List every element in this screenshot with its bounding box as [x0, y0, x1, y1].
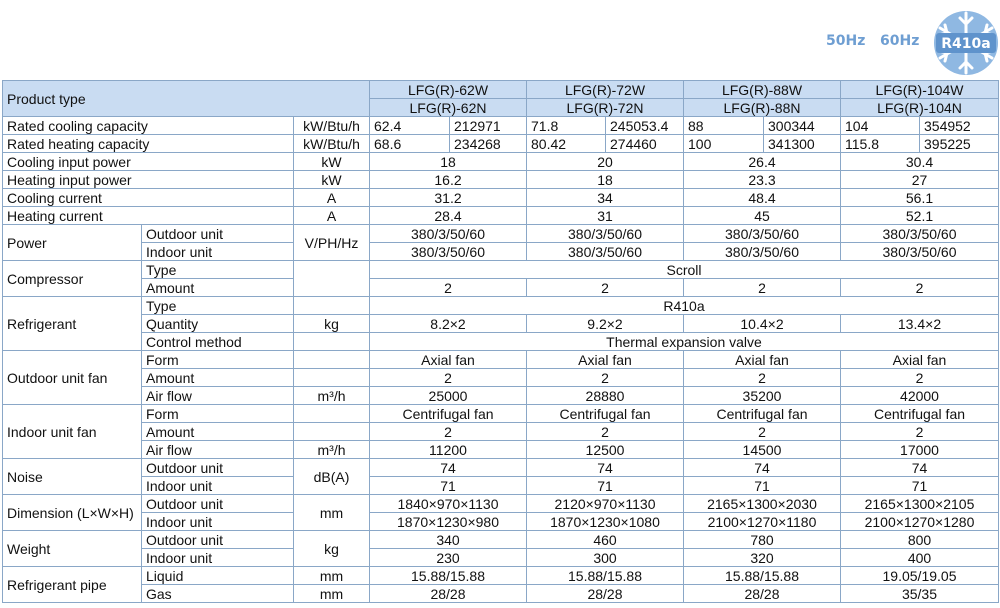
sub-label: Amount: [142, 423, 294, 441]
value-cell: 15.88/15.88: [684, 567, 841, 585]
value-cell: 42000: [841, 387, 999, 405]
value-cell: 25000: [370, 387, 527, 405]
header-row-1: [3, 81, 999, 99]
power-outdoor-row: [3, 225, 999, 243]
value-cell: 88: [684, 117, 764, 135]
value-cell: 234268: [450, 135, 527, 153]
rated-heating-capacity-row: [3, 135, 999, 153]
model-w-104: LFG(R)-104W: [841, 81, 999, 99]
value-cell: 2100×1270×1280: [841, 513, 999, 531]
value-cell: 13.4×2: [841, 315, 999, 333]
heating-current-row: [3, 207, 999, 225]
sub-label: Indoor unit: [142, 243, 294, 261]
value-cell: 2: [527, 423, 684, 441]
sub-label: Type: [142, 261, 294, 279]
pipe-gas-row: [3, 585, 999, 603]
value-cell: 9.2×2: [527, 315, 684, 333]
value-cell: 26.4: [684, 153, 841, 171]
value-cell: 71: [841, 477, 999, 495]
cooling-input-power-row: [3, 153, 999, 171]
value-cell: 800: [841, 531, 999, 549]
value-cell: 62.4: [370, 117, 450, 135]
dimension-outdoor-row: [3, 495, 999, 513]
row-label: Rated heating capacity: [3, 135, 294, 153]
value-cell: 48.4: [684, 189, 841, 207]
value-cell: 71: [527, 477, 684, 495]
sub-label: Amount: [142, 369, 294, 387]
badge-refrigerant-text: R410a: [941, 36, 991, 52]
value-cell: 71.8: [527, 117, 606, 135]
value-cell: R410a: [370, 297, 999, 315]
value-cell: 341300: [764, 135, 841, 153]
row-label: Heating input power: [3, 171, 294, 189]
value-cell: 74: [684, 459, 841, 477]
sub-label: Quantity: [142, 315, 294, 333]
outdoor-fan-amount-row: [3, 369, 999, 387]
row-label: Heating current: [3, 207, 294, 225]
indoor-fan-amount-row: [3, 423, 999, 441]
model-w-72: LFG(R)-72W: [527, 81, 684, 99]
frequency-60hz-label: 60Hz: [880, 33, 920, 49]
noise-indoor-row: [3, 477, 999, 495]
value-cell: 100: [684, 135, 764, 153]
indoor-fan-airflow-row: [3, 441, 999, 459]
row-label: Rated cooling capacity: [3, 117, 294, 135]
unit-cell: kg: [294, 531, 370, 567]
unit-cell: kW: [294, 153, 370, 171]
weight-outdoor-row: [3, 531, 999, 549]
value-cell: 212971: [450, 117, 527, 135]
unit-cell: A: [294, 189, 370, 207]
sub-label: Indoor unit: [142, 477, 294, 495]
value-cell: 45: [684, 207, 841, 225]
value-cell: 2: [841, 423, 999, 441]
value-cell: Thermal expansion valve: [370, 333, 999, 351]
unit-cell: V/PH/Hz: [294, 225, 370, 261]
compressor-label: Compressor: [3, 261, 142, 297]
sub-label: Indoor unit: [142, 513, 294, 531]
value-cell: 23.3: [684, 171, 841, 189]
snowflake-refrigerant-badge-icon: [931, 10, 1000, 76]
value-cell: 380/3/50/60: [684, 243, 841, 261]
unit-cell: [294, 261, 370, 297]
sub-label: Outdoor unit: [142, 495, 294, 513]
noise-label: Noise: [3, 459, 142, 495]
rated-cooling-capacity-row: [3, 117, 999, 135]
value-cell: 2120×970×1130: [527, 495, 684, 513]
value-cell: 340: [370, 531, 527, 549]
unit-cell: A: [294, 207, 370, 225]
value-cell: 20: [527, 153, 684, 171]
value-cell: 28/28: [370, 585, 527, 603]
value-cell: 56.1: [841, 189, 999, 207]
refrigerant-control-row: [3, 333, 999, 351]
sub-label: Outdoor unit: [142, 459, 294, 477]
value-cell: 274460: [606, 135, 684, 153]
value-cell: 10.4×2: [684, 315, 841, 333]
value-cell: Centrifugal fan: [370, 405, 527, 423]
sub-label: Liquid: [142, 567, 294, 585]
value-cell: 460: [527, 531, 684, 549]
model-w-62: LFG(R)-62W: [370, 81, 527, 99]
outdoor-fan-airflow-row: [3, 387, 999, 405]
value-cell: 245053.4: [606, 117, 684, 135]
unit-cell: [294, 333, 370, 351]
refrigerant-quantity-row: [3, 315, 999, 333]
unit-cell: [294, 369, 370, 387]
value-cell: 74: [370, 459, 527, 477]
indoor-fan-form-row: [3, 405, 999, 423]
dimension-indoor-row: [3, 513, 999, 531]
value-cell: 2100×1270×1180: [684, 513, 841, 531]
weight-indoor-row: [3, 549, 999, 567]
unit-cell: kW: [294, 171, 370, 189]
unit-cell: [294, 405, 370, 423]
value-cell: 2: [841, 369, 999, 387]
value-cell: 27: [841, 171, 999, 189]
value-cell: 395225: [920, 135, 999, 153]
value-cell: 230: [370, 549, 527, 567]
value-cell: 71: [370, 477, 527, 495]
unit-cell: kW/Btu/h: [294, 117, 370, 135]
value-cell: 380/3/50/60: [841, 243, 999, 261]
value-cell: Axial fan: [684, 351, 841, 369]
sub-label: Form: [142, 405, 294, 423]
value-cell: 18: [527, 171, 684, 189]
specification-table: [2, 80, 999, 603]
model-n-88: LFG(R)-88N: [684, 99, 841, 117]
value-cell: 1870×1230×980: [370, 513, 527, 531]
value-cell: 31.2: [370, 189, 527, 207]
value-cell: 31: [527, 207, 684, 225]
value-cell: 2: [684, 423, 841, 441]
sub-label: Gas: [142, 585, 294, 603]
value-cell: 2: [370, 423, 527, 441]
refrigerant-pipe-label: Refrigerant pipe: [3, 567, 142, 603]
sub-label: Outdoor unit: [142, 225, 294, 243]
unit-cell: m³/h: [294, 441, 370, 459]
outdoor-fan-label: Outdoor unit fan: [3, 351, 142, 405]
sub-label: Amount: [142, 279, 294, 297]
value-cell: 380/3/50/60: [841, 225, 999, 243]
value-cell: Centrifugal fan: [527, 405, 684, 423]
value-cell: 2: [684, 279, 841, 297]
value-cell: 68.6: [370, 135, 450, 153]
value-cell: 2165×1300×2105: [841, 495, 999, 513]
value-cell: 115.8: [841, 135, 920, 153]
value-cell: 300: [527, 549, 684, 567]
product-type-label: Product type: [3, 81, 370, 117]
value-cell: 80.42: [527, 135, 606, 153]
value-cell: 28880: [527, 387, 684, 405]
sub-label: Outdoor unit: [142, 531, 294, 549]
row-label: Cooling input power: [3, 153, 294, 171]
noise-outdoor-row: [3, 459, 999, 477]
sub-label: Form: [142, 351, 294, 369]
value-cell: 34: [527, 189, 684, 207]
weight-label: Weight: [3, 531, 142, 567]
heating-input-power-row: [3, 171, 999, 189]
value-cell: 35200: [684, 387, 841, 405]
value-cell: 2: [527, 279, 684, 297]
value-cell: 320: [684, 549, 841, 567]
model-n-62: LFG(R)-62N: [370, 99, 527, 117]
unit-cell: mm: [294, 495, 370, 531]
value-cell: 12500: [527, 441, 684, 459]
indoor-fan-label: Indoor unit fan: [3, 405, 142, 459]
value-cell: 74: [527, 459, 684, 477]
value-cell: 2: [370, 279, 527, 297]
unit-cell: mm: [294, 567, 370, 585]
value-cell: 17000: [841, 441, 999, 459]
dimension-label: Dimension (L×W×H): [3, 495, 142, 531]
value-cell: 14500: [684, 441, 841, 459]
value-cell: 400: [841, 549, 999, 567]
model-n-72: LFG(R)-72N: [527, 99, 684, 117]
value-cell: 2: [684, 369, 841, 387]
value-cell: 300344: [764, 117, 841, 135]
model-n-104: LFG(R)-104N: [841, 99, 999, 117]
unit-cell: kW/Btu/h: [294, 135, 370, 153]
value-cell: Axial fan: [527, 351, 684, 369]
unit-cell: [294, 423, 370, 441]
power-indoor-row: [3, 243, 999, 261]
value-cell: 28/28: [684, 585, 841, 603]
unit-cell: m³/h: [294, 387, 370, 405]
cooling-current-row: [3, 189, 999, 207]
value-cell: Scroll: [370, 261, 999, 279]
unit-cell: [294, 297, 370, 315]
row-label: Cooling current: [3, 189, 294, 207]
sub-label: Control method: [142, 333, 294, 351]
value-cell: 2165×1300×2030: [684, 495, 841, 513]
value-cell: 15.88/15.88: [527, 567, 684, 585]
value-cell: 74: [841, 459, 999, 477]
sub-label: Air flow: [142, 441, 294, 459]
refrigerant-type-row: [3, 297, 999, 315]
value-cell: Axial fan: [370, 351, 527, 369]
value-cell: 104: [841, 117, 920, 135]
value-cell: Axial fan: [841, 351, 999, 369]
refrigerant-label: Refrigerant: [3, 297, 142, 351]
value-cell: 8.2×2: [370, 315, 527, 333]
value-cell: 380/3/50/60: [684, 225, 841, 243]
unit-cell: kg: [294, 315, 370, 333]
value-cell: 380/3/50/60: [370, 225, 527, 243]
pipe-liquid-row: [3, 567, 999, 585]
value-cell: 30.4: [841, 153, 999, 171]
value-cell: 15.88/15.88: [370, 567, 527, 585]
value-cell: 18: [370, 153, 527, 171]
value-cell: 1840×970×1130: [370, 495, 527, 513]
outdoor-fan-form-row: [3, 351, 999, 369]
value-cell: 28/28: [527, 585, 684, 603]
value-cell: 19.05/19.05: [841, 567, 999, 585]
value-cell: Centrifugal fan: [841, 405, 999, 423]
unit-cell: [294, 351, 370, 369]
value-cell: 35/35: [841, 585, 999, 603]
value-cell: 380/3/50/60: [527, 243, 684, 261]
unit-cell: dB(A): [294, 459, 370, 495]
value-cell: 11200: [370, 441, 527, 459]
value-cell: 2: [370, 369, 527, 387]
compressor-type-row: [3, 261, 999, 279]
value-cell: 2: [527, 369, 684, 387]
unit-cell: mm: [294, 585, 370, 603]
value-cell: 52.1: [841, 207, 999, 225]
value-cell: 16.2: [370, 171, 527, 189]
sub-label: Air flow: [142, 387, 294, 405]
power-label: Power: [3, 225, 142, 261]
sub-label: Type: [142, 297, 294, 315]
sub-label: Indoor unit: [142, 549, 294, 567]
value-cell: 71: [684, 477, 841, 495]
model-w-88: LFG(R)-88W: [684, 81, 841, 99]
value-cell: 1870×1230×1080: [527, 513, 684, 531]
compressor-amount-row: [3, 279, 999, 297]
value-cell: 780: [684, 531, 841, 549]
value-cell: 380/3/50/60: [527, 225, 684, 243]
value-cell: 2: [841, 279, 999, 297]
value-cell: 380/3/50/60: [370, 243, 527, 261]
frequency-50hz-label: 50Hz: [826, 33, 866, 49]
value-cell: Centrifugal fan: [684, 405, 841, 423]
value-cell: 28.4: [370, 207, 527, 225]
value-cell: 354952: [920, 117, 999, 135]
